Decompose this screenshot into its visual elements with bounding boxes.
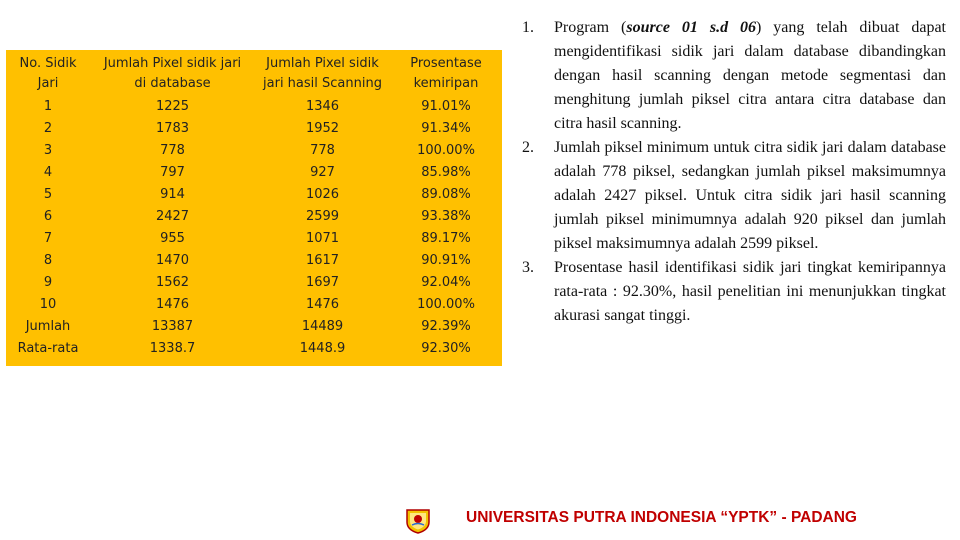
table-cell: 7 — [43, 231, 53, 246]
source-range: source 01 s.d 06 — [626, 19, 757, 36]
header-cell: No. Sidik Jari — [19, 56, 77, 91]
table-cell: 2427 — [155, 209, 190, 224]
table-cell: 14489 — [301, 319, 344, 334]
table-cell: 85.98% — [421, 165, 471, 180]
header-cell: Jumlah Pixel sidik jari hasil Scanning — [263, 56, 382, 91]
table-row — [6, 228, 502, 250]
table-cell: 92.04% — [421, 275, 471, 290]
table-cell: 1783 — [155, 121, 190, 136]
table-cell: 1697 — [305, 275, 340, 290]
table-cell: 90.91% — [421, 253, 471, 268]
table-cell: 1470 — [155, 253, 190, 268]
table-row — [6, 316, 502, 338]
table-cell: 778 — [310, 143, 335, 158]
table-cell: 1225 — [155, 99, 190, 114]
table-cell: 1562 — [155, 275, 190, 290]
item-text: Jumlah piksel minimum untuk citra sidik jari dalam database adalah 778 piksel, sedangkan jumlah piksel maksimumnya adalah 2427 piksel. Untuk citra sidik jari hasil scanning jumlah piksel minimumnya adalah 920 piksel dan jumlah piksel maksimumnya adalah 2599 piksel. — [554, 139, 946, 252]
university-crest-icon — [404, 506, 432, 534]
table-cell: 797 — [160, 165, 185, 180]
table-cell: 4 — [43, 165, 53, 180]
table-row — [6, 272, 502, 294]
table-cell: 5 — [43, 187, 53, 202]
table-row — [6, 184, 502, 206]
table-cell: 927 — [310, 165, 335, 180]
table-cell: 89.17% — [421, 231, 471, 246]
table-cell: 13387 — [151, 319, 194, 334]
table-cell: Jumlah — [25, 319, 71, 334]
table-row — [6, 162, 502, 184]
table-cell: 91.01% — [421, 99, 471, 114]
table-cell: 1026 — [305, 187, 340, 202]
item-number: 1. — [522, 19, 534, 36]
item-text: Prosentase hasil identifikasi sidik jari tingkat kemiripannya rata-rata : 92.30%, hasil penelitian ini menunjukkan tingkat akurasi sangat tinggi. — [554, 259, 946, 324]
table-cell: 2599 — [305, 209, 340, 224]
table-cell: 1476 — [155, 297, 190, 312]
fingerprint-table — [6, 50, 502, 366]
table-row — [6, 338, 502, 360]
header-cell: Jumlah Pixel sidik jari di database — [103, 56, 242, 91]
table-cell: 1346 — [305, 99, 340, 114]
table-cell: 6 — [43, 209, 53, 224]
table-cell: 92.30% — [421, 341, 471, 356]
table-cell: 1338.7 — [149, 341, 196, 356]
footer-bar — [404, 504, 954, 536]
header-cell: Prosentase kemiripan — [410, 56, 482, 91]
table-cell: 8 — [43, 253, 53, 268]
table-cell: 91.34% — [421, 121, 471, 136]
table-row — [6, 140, 502, 162]
table-row — [6, 206, 502, 228]
table-cell: 1952 — [305, 121, 340, 136]
table-row — [6, 118, 502, 140]
table-cell: 10 — [39, 297, 57, 312]
table-cell: Rata-rata — [17, 341, 79, 356]
table-cell: 1448.9 — [299, 341, 346, 356]
table-row — [6, 96, 502, 118]
conclusion-list — [522, 16, 946, 328]
table-cell: 3 — [43, 143, 53, 158]
table-cell: 9 — [43, 275, 53, 290]
table-cell: 2 — [43, 121, 53, 136]
table-row — [6, 250, 502, 272]
table-cell: 1617 — [305, 253, 340, 268]
table-cell: 955 — [160, 231, 185, 246]
item-number: 3. — [522, 259, 534, 276]
table-cell: 778 — [160, 143, 185, 158]
table-cell: 89.08% — [421, 187, 471, 202]
list-item — [522, 256, 946, 328]
table-cell: 100.00% — [417, 297, 475, 312]
table-cell: 92.39% — [421, 319, 471, 334]
table-row — [6, 294, 502, 316]
table-cell: 1071 — [305, 231, 340, 246]
table-cell: 100.00% — [417, 143, 475, 158]
table-cell: 914 — [160, 187, 185, 202]
item-number: 2. — [522, 139, 534, 156]
table-cell: 93.38% — [421, 209, 471, 224]
institution-name: UNIVERSITAS PUTRA INDONESIA “YPTK” - PADANG — [466, 509, 857, 526]
item-text: Program (source 01 s.d 06) yang telah dibuat dapat mengidentifikasi sidik jari dalam database dibandingkan dengan hasil scanning dengan metode segmentasi dan menghitung jumlah piksel citra antara citra database dan citra hasil scanning. — [554, 19, 946, 132]
table-cell: 1 — [43, 99, 53, 114]
table-header-row — [6, 50, 502, 96]
table-cell: 1476 — [305, 297, 340, 312]
list-item — [522, 16, 946, 136]
list-item — [522, 136, 946, 256]
